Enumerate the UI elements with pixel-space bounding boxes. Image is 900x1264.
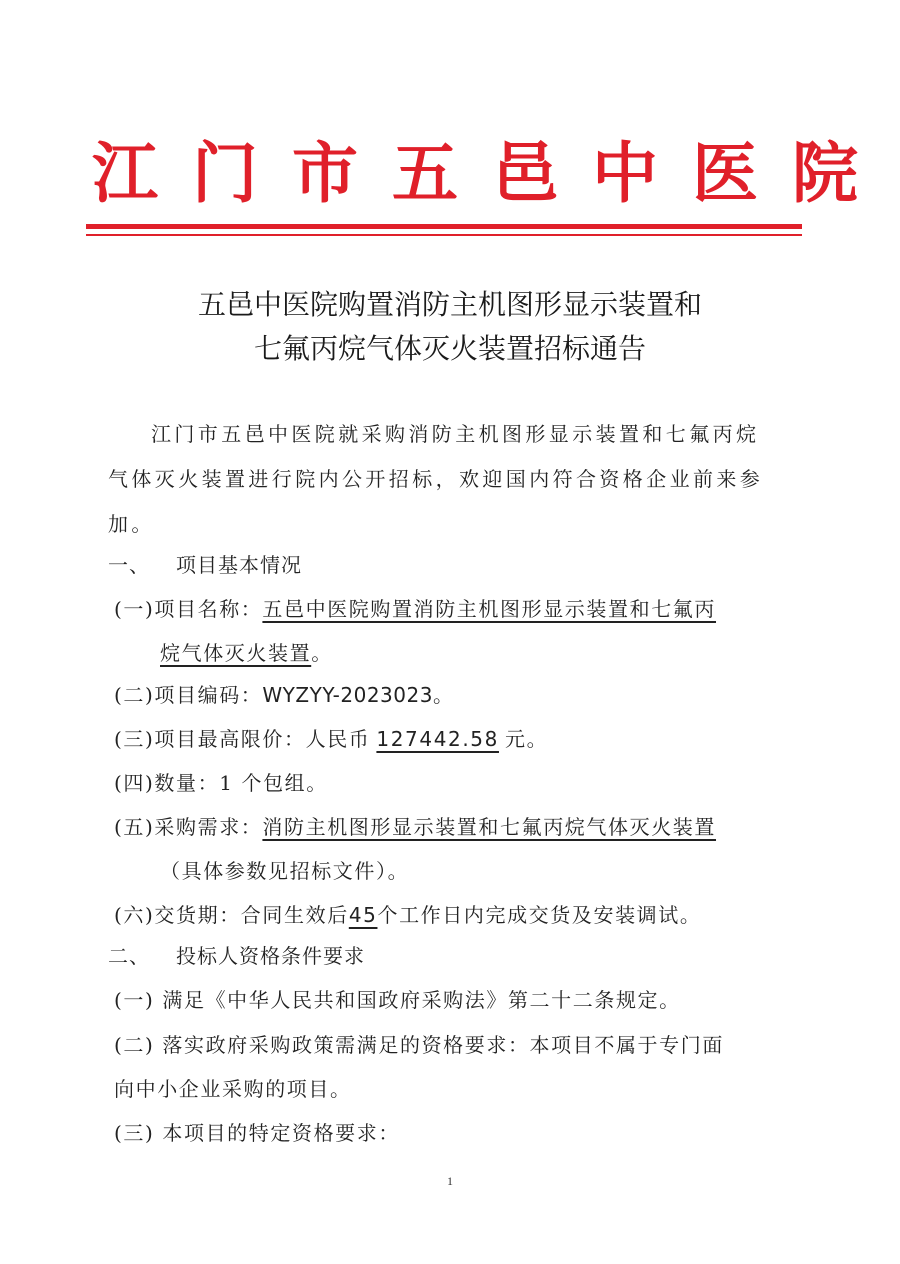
qualification-1: (一) 满足《中华人民共和国政府采购法》第二十二条规定。 (114, 988, 681, 1012)
item-project-code-value: WYZYY-2023023 (262, 683, 433, 707)
qualification-2-cont: 向中小企业采购的项目。 (114, 1077, 352, 1101)
item-max-price-value: 127442.58 (376, 727, 499, 751)
item-project-name-value: 五邑中医院购置消防主机图形显示装置和七氟丙 (262, 597, 717, 621)
section-2-heading (108, 941, 365, 971)
item-delivery: (六)交货期：合同生效后45个工作日内完成交货及安装调试。 (114, 903, 702, 927)
intro-line-3: 加。 (108, 512, 155, 536)
section-1-title: 项目基本情况 (176, 553, 302, 577)
masthead-rule-thin (86, 234, 802, 236)
item-project-code: (二)项目编码：WYZYY-2023023。 (114, 683, 455, 707)
item-delivery-label: (六)交货期：合同生效后 (114, 903, 349, 927)
document-title (80, 283, 820, 371)
item-requirement-note: （具体参数见招标文件）。 (160, 859, 410, 883)
document-title-line-2: 七氟丙烷气体灭火装置招标通告 (253, 332, 646, 365)
page-number: 1 (447, 1174, 453, 1188)
section-2-title: 投标人资格条件要求 (176, 944, 365, 968)
item-project-name-label: (一)项目名称： (114, 597, 263, 621)
item-project-name-value-2: 烷气体灭火装置 (160, 641, 312, 665)
intro-line-2: 气体灭火装置进行院内公开招标，欢迎国内符合资格企业前来参 (108, 467, 764, 491)
item-project-code-label: (二)项目编码： (114, 683, 263, 707)
item-requirement (114, 812, 716, 842)
item-requirement-value: 消防主机图形显示装置和七氟丙烷气体灭火装置 (262, 815, 717, 839)
item-quantity: (四)数量：1 个包组。 (114, 771, 328, 795)
item-project-name-cont: 烷气体灭火装置。 (160, 641, 333, 665)
section-2-number: 二、 (108, 944, 150, 968)
qualification-2: (二) 落实政府采购政策需满足的资格要求：本项目不属于专门面 (114, 1033, 724, 1057)
item-project-name (114, 594, 716, 624)
section-1-heading (108, 550, 302, 580)
masthead-rule-thick (86, 224, 802, 229)
qualification-3: (三) 本项目的特定资格要求： (114, 1121, 400, 1145)
intro-line-1: 江门市五邑中医院就采购消防主机图形显示装置和七氟丙烷 (151, 422, 760, 446)
item-max-price: (三)项目最高限价：人民币 127442.58 元。 (114, 727, 549, 751)
item-delivery-days: 45 (348, 903, 378, 927)
item-max-price-label: (三)项目最高限价：人民币 (114, 727, 371, 751)
item-requirement-label: (五)采购需求： (114, 815, 263, 839)
document-title-line-1: 五邑中医院购置消防主机图形显示装置和 (197, 288, 702, 321)
masthead-org-name: 江门市五邑中医院 (92, 134, 892, 212)
section-1-number: 一、 (108, 553, 150, 577)
